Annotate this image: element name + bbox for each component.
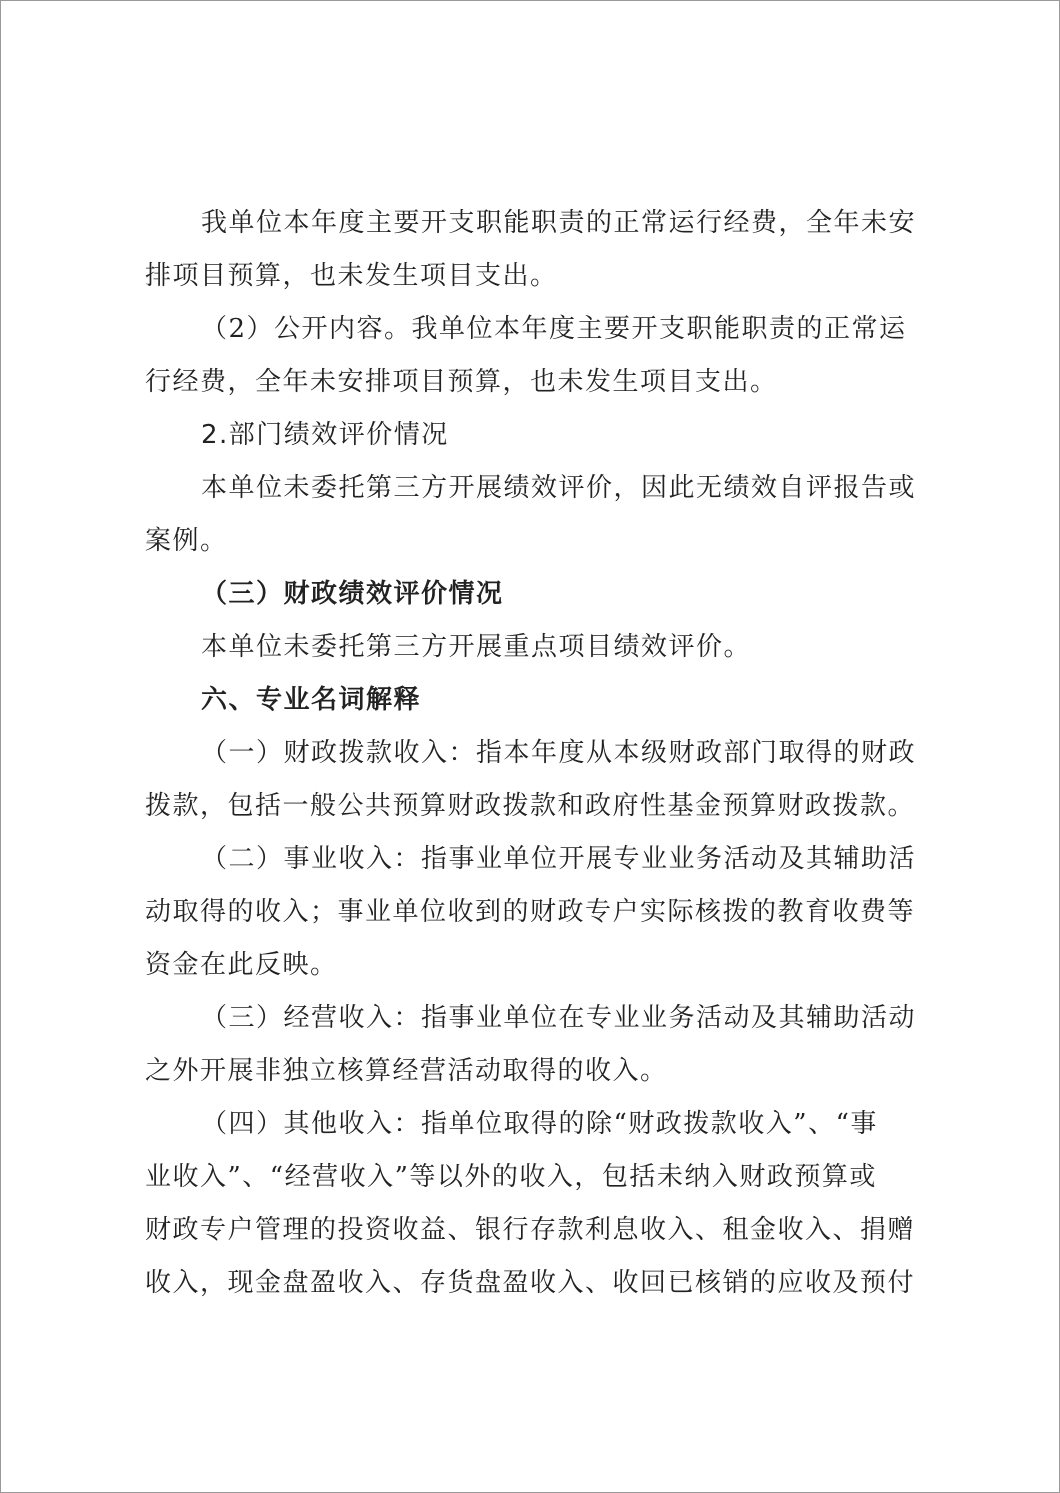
paragraph-line: 业收入”、“经营收入”等以外的收入，包括未纳入财政预算或	[145, 1162, 877, 1192]
section-subheading: 2.部门绩效评价情况	[201, 420, 449, 450]
paragraph-line: 资金在此反映。	[145, 950, 338, 980]
paragraph-line: （2）公开内容。我单位本年度主要开支职能职责的正常运	[201, 314, 907, 344]
paragraph-line: 拨款，包括一般公共预算财政拨款和政府性基金预算财政拨款。	[145, 791, 916, 821]
paragraph-line: 动取得的收入；事业单位收到的财政专户实际核拨的教育收费等	[145, 897, 916, 927]
document-body	[145, 197, 919, 1310]
paragraph-line: （四）其他收入：指单位取得的除“财政拨款收入”、“事	[201, 1109, 878, 1139]
paragraph-line: 行经费，全年未安排项目预算，也未发生项目支出。	[145, 367, 778, 397]
paragraph-line: （三）经营收入：指事业单位在专业业务活动及其辅助活动	[201, 1003, 917, 1033]
paragraph-line: 本单位未委托第三方开展绩效评价，因此无绩效自评报告或	[201, 473, 917, 503]
paragraph-line: 案例。	[145, 526, 228, 556]
paragraph-line: 收入，现金盘盈收入、存货盘盈收入、收回已核销的应收及预付	[145, 1268, 916, 1298]
paragraph-line: 财政专户管理的投资收益、银行存款利息收入、租金收入、捐赠	[145, 1215, 916, 1245]
section-subheading: （三）财政绩效评价情况	[201, 579, 504, 609]
paragraph-line: 本单位未委托第三方开展重点项目绩效评价。	[201, 632, 752, 662]
paragraph-line: （二）事业收入：指事业单位开展专业业务活动及其辅助活	[201, 844, 917, 874]
paragraph-line: （一）财政拨款收入：指本年度从本级财政部门取得的财政	[201, 738, 917, 768]
paragraph-line: 排项目预算，也未发生项目支出。	[145, 261, 558, 291]
paragraph-line: 我单位本年度主要开支职能职责的正常运行经费，全年未安	[201, 208, 917, 238]
paragraph-line: 之外开展非独立核算经营活动取得的收入。	[145, 1056, 668, 1086]
section-heading: 六、专业名词解释	[201, 685, 422, 715]
